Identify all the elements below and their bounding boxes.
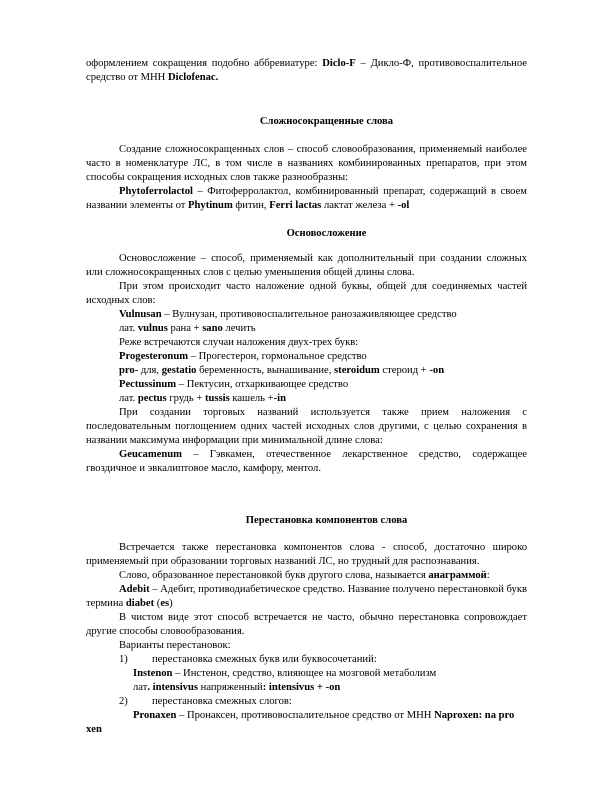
example-pronaxen — [86, 709, 527, 723]
example-pectussinum — [86, 378, 527, 392]
term: Geucamenum — [119, 449, 182, 460]
text: ( — [154, 598, 161, 609]
term: gestatio — [161, 365, 197, 376]
text: лактат железа + — [321, 200, 398, 211]
paragraph: Создание сложносокращенных слов – способ словообразования, применяемый наиболее часто в номенклатуре ЛС, в том числе в названиях комбинированных препаратов, при этом способы сокращения исходных слов также разнообразны: — [86, 144, 527, 183]
text: лечить — [222, 323, 256, 334]
text: рана + — [167, 323, 203, 334]
text: стероид + — [379, 365, 430, 376]
text: перестановка смежных слогов: — [152, 696, 292, 707]
text: фитин, — [232, 200, 270, 211]
paragraph: При этом происходит часто наложение одной буквы, общей для соединяемых частей исходных слов: — [86, 281, 527, 306]
example-geucamenum — [86, 448, 527, 476]
term: diabet — [125, 598, 155, 609]
example-pectussinum-etymology — [86, 392, 527, 406]
text: : — [486, 570, 490, 581]
example-phytoferrolactol — [86, 185, 527, 213]
term: Pronaxen — [133, 710, 177, 721]
text: лат. — [119, 393, 138, 404]
term: sano — [202, 323, 223, 334]
term: xen — [86, 724, 102, 735]
list-item-1 — [86, 653, 527, 667]
term: es — [160, 598, 170, 609]
text: лат. — [119, 323, 138, 334]
section-stem-composition — [86, 252, 527, 476]
anagram-definition — [86, 569, 527, 583]
term: Naproxen — [434, 710, 479, 721]
heading: Перестановка компонентов слова — [245, 515, 408, 526]
term: Instenon — [133, 668, 173, 679]
term: Phytoferrolactol — [119, 186, 193, 197]
term: анаграммой — [428, 570, 487, 581]
text: – Дикло-Ф, противовоспалительное средство от МНН — [86, 58, 527, 83]
term: steroidum — [334, 365, 380, 376]
text: – Пронаксен, противовоспалительное средство от МНН — [176, 710, 435, 721]
term: -on — [429, 365, 445, 376]
term: -ol — [397, 200, 410, 211]
example-pronaxen-continuation — [86, 723, 527, 737]
heading: Сложносокращенные слова — [259, 116, 394, 127]
term: pectus — [137, 393, 167, 404]
example-progesteronum — [86, 350, 527, 364]
term: : na pro — [478, 710, 515, 721]
text: для, — [138, 365, 162, 376]
heading: Основосложение — [286, 228, 367, 239]
text: – Прогестерон, гормональное средство — [188, 351, 367, 362]
intro-paragraph — [86, 57, 527, 85]
section-compound-abbreviations — [86, 143, 527, 213]
section-heading-permutation — [86, 514, 527, 528]
term: -in — [273, 393, 287, 404]
term: Progesteronum — [119, 351, 189, 362]
example-adebit — [86, 583, 527, 611]
text: перестановка смежных букв или буквосочетаний: — [152, 654, 377, 665]
paragraph: При создании торговых названий используется также прием наложения с последовательным поглощением одних частей исходных слов другими, с целью сохранения в названии максимума информации при минимальной длине слова: — [86, 407, 527, 446]
paragraph: Основосложение – способ, применяемый как дополнительный при создании сложных или сложносокращенных слов с целью уменьшения общей длины слова. — [86, 253, 527, 278]
paragraph: Встречается также перестановка компонентов слова - способ, достаточно широко применяемый при образовании торговых названий ЛС, но трудный для распознавания. — [86, 542, 527, 567]
example-vulnusan-etymology — [86, 322, 527, 336]
term: Diclo-F — [322, 58, 356, 69]
text: – Пектусин, отхаркивающее средство — [176, 379, 349, 390]
term: Diclofenac. — [167, 72, 219, 83]
example-progesteronum-etymology — [86, 364, 527, 378]
text: оформлением сокращения подобно аббревиатуре: — [86, 58, 323, 69]
text: напряженный — [198, 682, 263, 693]
term: Phytinum — [188, 200, 233, 211]
example-vulnusan — [86, 308, 527, 322]
text: – Вулнузан, противовоспалительное ранозаживляющее средство — [161, 309, 457, 320]
text: – Инстенон, средство, влияющее на мозговой метаболизм — [172, 668, 437, 679]
example-instenon — [86, 667, 527, 681]
section-permutation — [86, 541, 527, 737]
term: Pectussinum — [119, 379, 177, 390]
text: лат — [133, 682, 148, 693]
text: кашель + — [229, 393, 274, 404]
list-number: 2) — [119, 696, 128, 707]
term: Ferri lactas — [269, 200, 322, 211]
section-heading-stem-composition — [86, 227, 527, 241]
term: . intensivus — [147, 682, 198, 693]
example-instenon-etymology — [86, 681, 527, 695]
text: ) — [169, 598, 173, 609]
term: tussis — [204, 393, 230, 404]
paragraph: Варианты перестановок: — [119, 640, 231, 651]
paragraph: Реже встречаются случаи наложения двух-трех букв: — [119, 337, 359, 348]
list-number: 1) — [119, 654, 128, 665]
text: – Адебит, противодиабетическое средство. Название получено перестановкой букв термина — [86, 584, 527, 609]
text: – Гэвкамен, отечественное лекарственное средство, содержащее гвоздичное и эвкалиптовое масло, камфору, ментол. — [86, 449, 527, 474]
section-heading-compound-abbreviations — [86, 115, 527, 129]
term: Vulnusan — [119, 309, 162, 320]
text: Слово, образованное перестановкой букв другого слова, называется — [119, 570, 429, 581]
term: : intensivus + -on — [262, 682, 341, 693]
term: vulnus — [137, 323, 168, 334]
list-item-2 — [86, 695, 527, 709]
paragraph: В чистом виде этот способ встречается не часто, обычно перестановка сопровождает другие способы словообразования. — [86, 612, 527, 637]
term: pro- — [119, 365, 139, 376]
term: Adebit — [119, 584, 150, 595]
text: беременность, вынашивание, — [196, 365, 335, 376]
text: – Фитоферролактол, комбинированный препарат, содержащий в своем названии элементы от — [86, 186, 527, 211]
text: грудь + — [166, 393, 205, 404]
